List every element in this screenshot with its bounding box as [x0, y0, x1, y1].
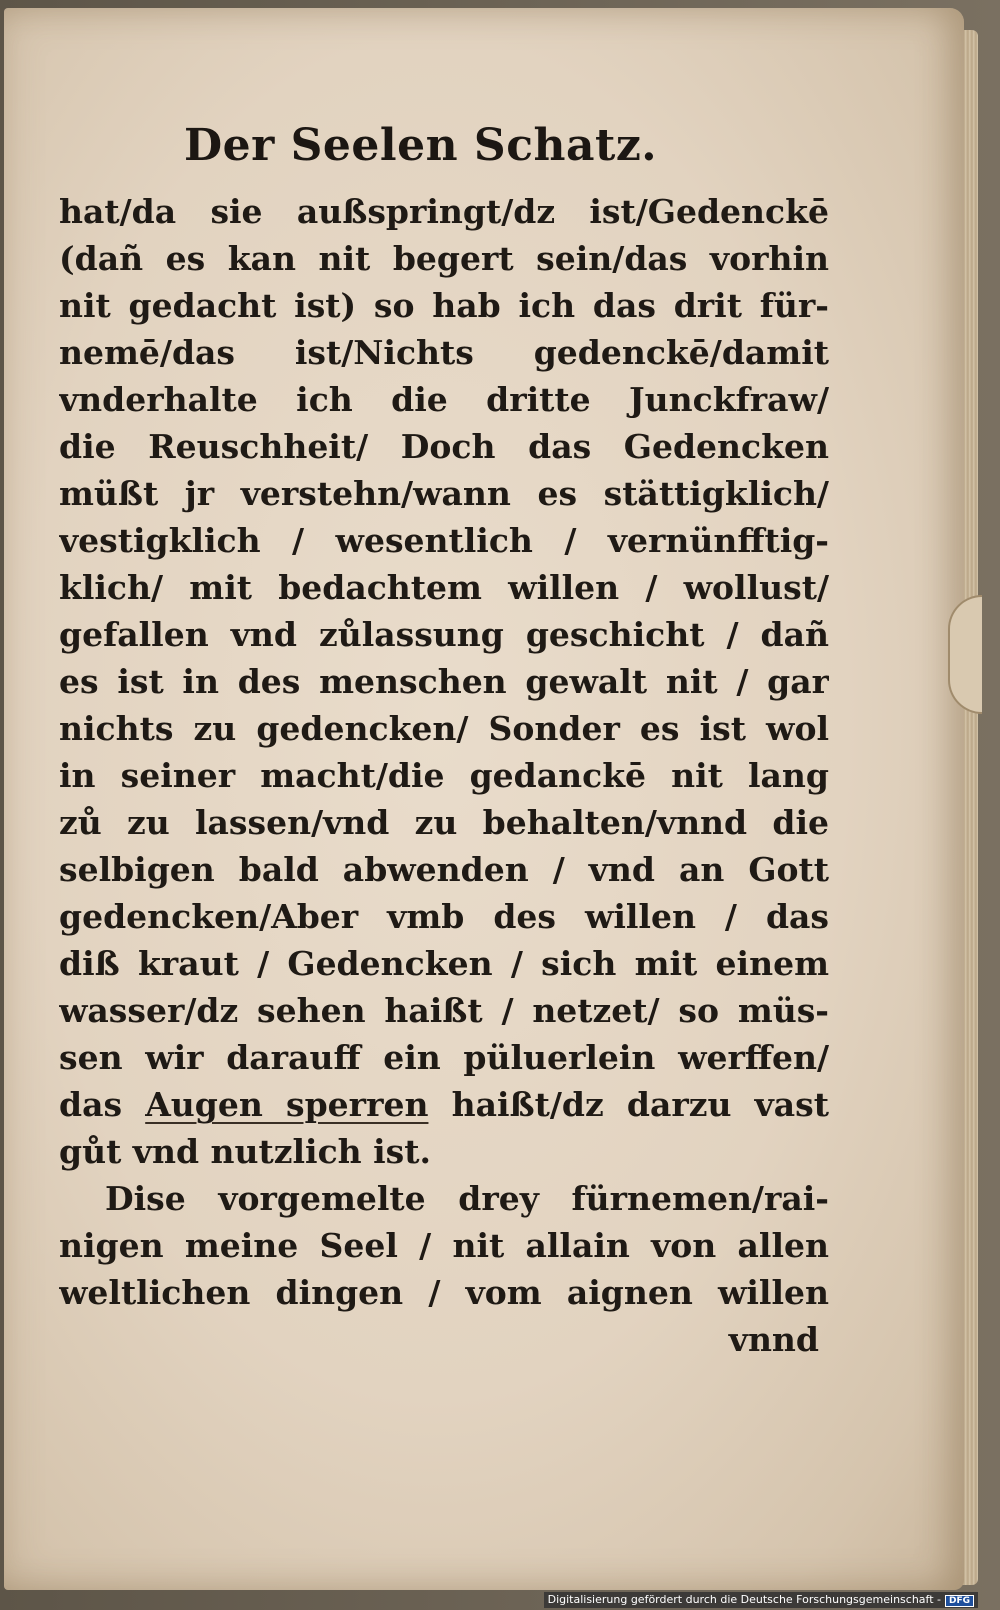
footer-text: Digitalisierung gefördert durch die Deutsche Forschungsgemeinschaft - [547, 1593, 941, 1606]
text-segment: haißt/dz darzu vast [428, 1085, 829, 1124]
text-line: nigen meine Seel / nit allain von allen [59, 1226, 829, 1265]
paragraph-first-line: Dise vorgemelte drey fürnemen/rai- [105, 1179, 829, 1218]
text-line: nit gedacht ist) so hab ich das drit für- [59, 286, 829, 325]
text-line: vnderhalte ich die dritte Junckfraw/ [59, 380, 829, 419]
running-head: Der Seelen Schatz. [184, 120, 658, 171]
digitization-footer [544, 1592, 978, 1608]
text-line: sen wir darauff ein püluerlein werffen/ [59, 1038, 829, 1077]
text-block [59, 188, 829, 1363]
page-clip-notch [948, 595, 982, 714]
text-line: vestigklich / wesentlich / vernünfftig- [59, 521, 829, 560]
text-line: hat/da sie außspringt/dz ist/Gedenckē [59, 192, 829, 231]
text-line: gedencken/Aber vmb des willen / das [59, 897, 829, 936]
text-line: weltlichen dingen / vom aignen willen [59, 1273, 829, 1312]
text-line: gefallen vnd zůlassung geschicht / dañ [59, 615, 829, 654]
text-line: (dañ es kan nit begert sein/das vorhin [59, 239, 829, 278]
dfg-logo: DFG [945, 1595, 974, 1607]
text-line: es ist in des menschen gewalt nit / gar [59, 662, 829, 701]
text-line: in seiner macht/die gedanckē nit lang [59, 756, 829, 795]
book-page [4, 8, 964, 1590]
text-line-underlined [59, 1081, 829, 1128]
text-line: wasser/dz sehen haißt / netzet/ so müs- [59, 991, 829, 1030]
text-line: diß kraut / Gedencken / sich mit einem [59, 944, 829, 983]
text-segment: das [59, 1085, 146, 1124]
text-line: gůt vnd nutzlich ist. [59, 1132, 431, 1171]
text-line: die Reuschheit/ Doch das Gedencken [59, 427, 829, 466]
text-line: selbigen bald abwenden / vnd an Gott [59, 850, 829, 889]
underlined-phrase: Augen sperren [145, 1085, 429, 1124]
text-line: zů zu lassen/vnd zu behalten/vnnd die [59, 803, 829, 842]
text-line: nichts zu gedencken/ Sonder es ist wol [59, 709, 829, 748]
text-line: klich/ mit bedachtem willen / wollust/ [59, 568, 829, 607]
text-line: müßt jr verstehn/wann es stättigklich/ [59, 474, 829, 513]
catchword: vnnd [728, 1320, 819, 1359]
text-line: nemē/das ist/Nichts gedenckē/damit [59, 333, 829, 372]
